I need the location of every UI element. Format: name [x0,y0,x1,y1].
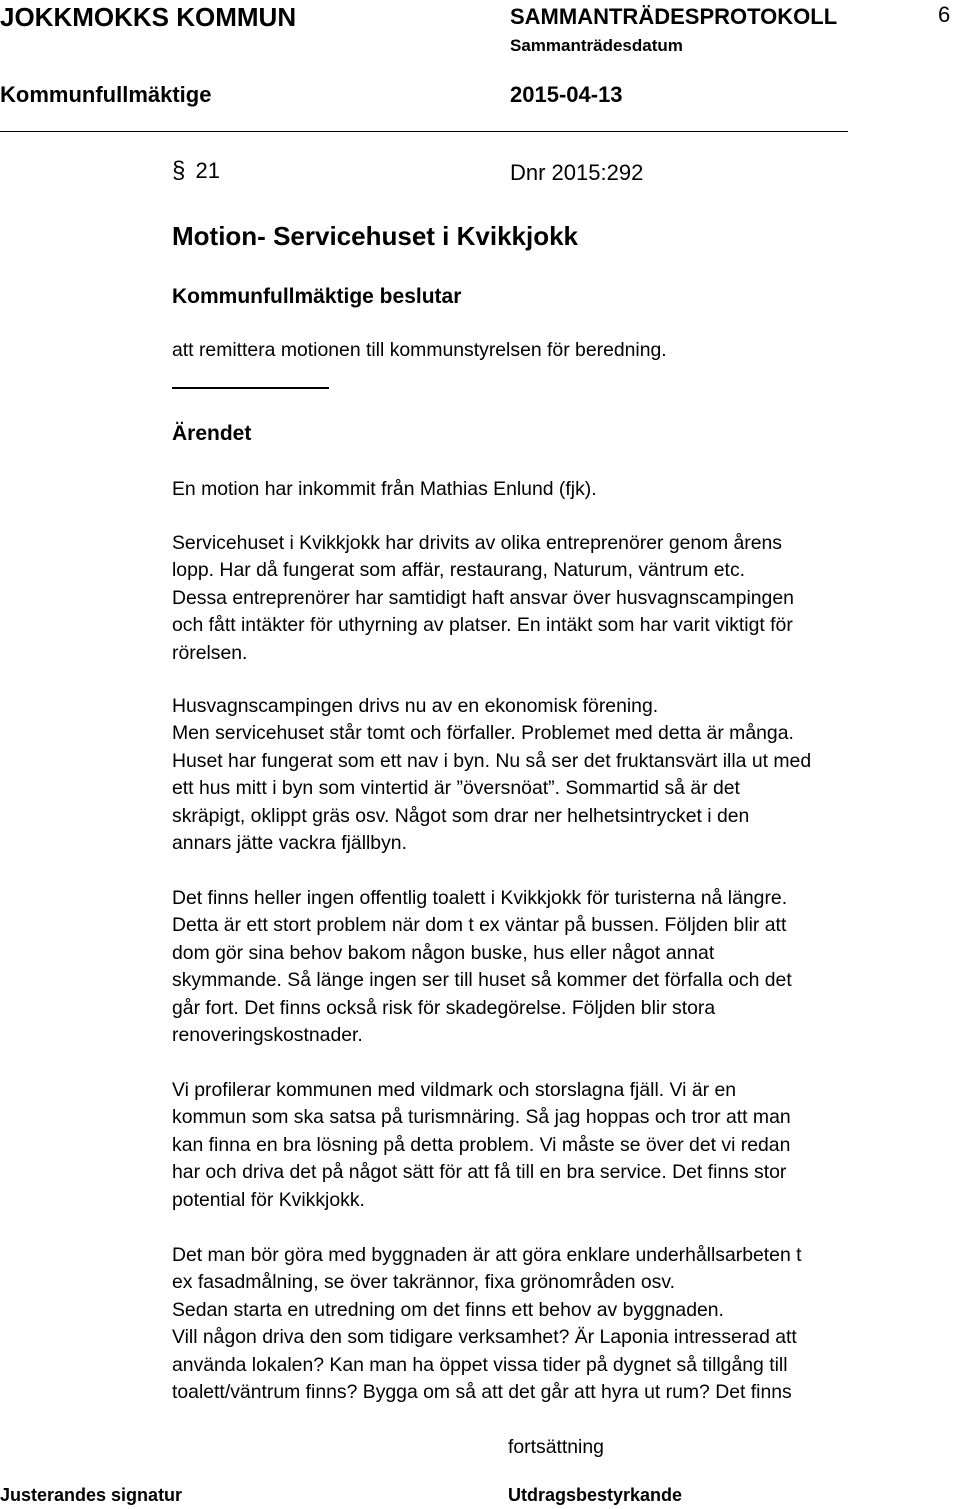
paragraph-line: Dessa entreprenörer har samtidigt haft ansvar över husvagnscampingen [172,586,794,609]
paragraph-line: ex fasadmålning, se över takrännor, fixa grönområden osv. [172,1271,675,1294]
section-number [172,158,220,184]
meeting-date: 2015-04-13 [510,82,623,107]
paragraph-line: Vi profilerar kommunen med vildmark och storslagna fjäll. Vi är en [172,1079,737,1101]
paragraph-line: dom gör sina behov bakom någon buske, hus eller något annat [172,941,715,964]
paragraph-line: kommun som ska satsa på turismnäring. Så jag hoppas och tror att man [172,1106,791,1129]
assembly-name: Kommunfullmäktige [0,82,212,107]
decision-separator [172,387,329,389]
paragraph-line: Det man bör göra med byggnaden är att göra enklare underhållsarbeten t [172,1244,802,1266]
paragraph-2 [172,530,942,667]
dnr-number: Dnr 2015:292 [510,160,644,185]
section-title: Motion- Servicehuset i Kvikkjokk [172,221,579,251]
paragraph-3 [172,693,942,857]
paragraph-6 [172,1242,942,1406]
decision-text: att remittera motionen till kommunstyrelsen för beredning. [172,339,667,361]
paragraph-line: Detta är ett stort problem när dom t ex väntar på bussen. Följden blir att [172,914,787,937]
paragraph-line: skymmande. Så länge ingen ser till huset så kommer det förfalla och det [172,969,792,992]
paragraph-line: använda lokalen? Kan man ha öppet vissa tider på dygnet så tillgång till [172,1353,788,1376]
paragraph-line: ett hus mitt i byn som vintertid är ”översnöat”. Sommartid så är det [172,777,740,800]
paragraph-line: annars jätte vackra fjällbyn. [172,831,407,854]
paragraph-4 [172,885,942,1049]
section-number-value: 21 [195,158,220,183]
paragraph-1 [172,476,942,503]
section-symbol-icon: § [172,157,186,184]
paragraph-line: har och driva det på något sätt för att få till en bra service. Det finns stor [172,1161,787,1184]
decision-heading: Kommunfullmäktige beslutar [172,285,462,308]
meeting-date-label: Sammanträdesdatum [510,36,683,55]
paragraph-line: Husvagnscampingen drivs nu av en ekonomisk förening. [172,695,659,717]
paragraph-line: toalett/väntrum finns? Bygga om så att det går att hyra ut rum? Det finns [172,1380,792,1403]
paragraph-line: Det finns heller ingen offentlig toalett i Kvikkjokk för turisterna nå längre. [172,887,788,909]
paragraph-line: går fort. Det finns också risk för skadegörelse. Följden blir stora [172,996,716,1019]
paragraph-line: renoveringskostnader. [172,1023,363,1046]
paragraph-line: Vill någon driva den som tidigare verksamhet? Är Laponia intresserad att [172,1326,797,1349]
paragraph-line: Sedan starta en utredning om det finns ett behov av byggnaden. [172,1298,724,1321]
extract-certification-label: Utdragsbestyrkande [508,1485,683,1505]
paragraph-line: potential för Kvikkjokk. [172,1188,365,1211]
paragraph-line: rörelsen. [172,641,248,664]
document-type: SAMMANTRÄDESPROTOKOLL [510,4,838,29]
paragraph-line: skräpigt, oklippt gräs osv. Något som drar ner helhetsintrycket i den [172,804,750,827]
header-rule [0,131,848,132]
paragraph-line: En motion har inkommit från Mathias Enlund (fjk). [172,478,597,500]
paragraph-line: och fått intäkter för uthyrning av platser. En intäkt som har varit viktigt för [172,614,793,637]
paragraph-5 [172,1077,942,1214]
adjuster-signature-label: Justerandes signatur [0,1485,183,1505]
paragraph-line: kan finna en bra lösning på detta problem. Vi måste se över det vi redan [172,1133,791,1156]
paragraph-line: Servicehuset i Kvikkjokk har drivits av olika entreprenörer genom årens [172,532,783,554]
continuation-note: fortsättning [508,1436,604,1458]
matter-heading: Ärendet [172,422,252,445]
paragraph-line: Huset har fungerat som ett nav i byn. Nu så ser det fruktansvärt illa ut med [172,749,812,772]
paragraph-line: lopp. Har då fungerat som affär, restaurang, Naturum, väntrum etc. [172,559,746,582]
page-number: 6 [938,2,951,27]
paragraph-line: Men servicehuset står tomt och förfaller. Problemet med detta är många. [172,722,794,745]
municipality-name: JOKKMOKKS KOMMUN [0,2,297,32]
